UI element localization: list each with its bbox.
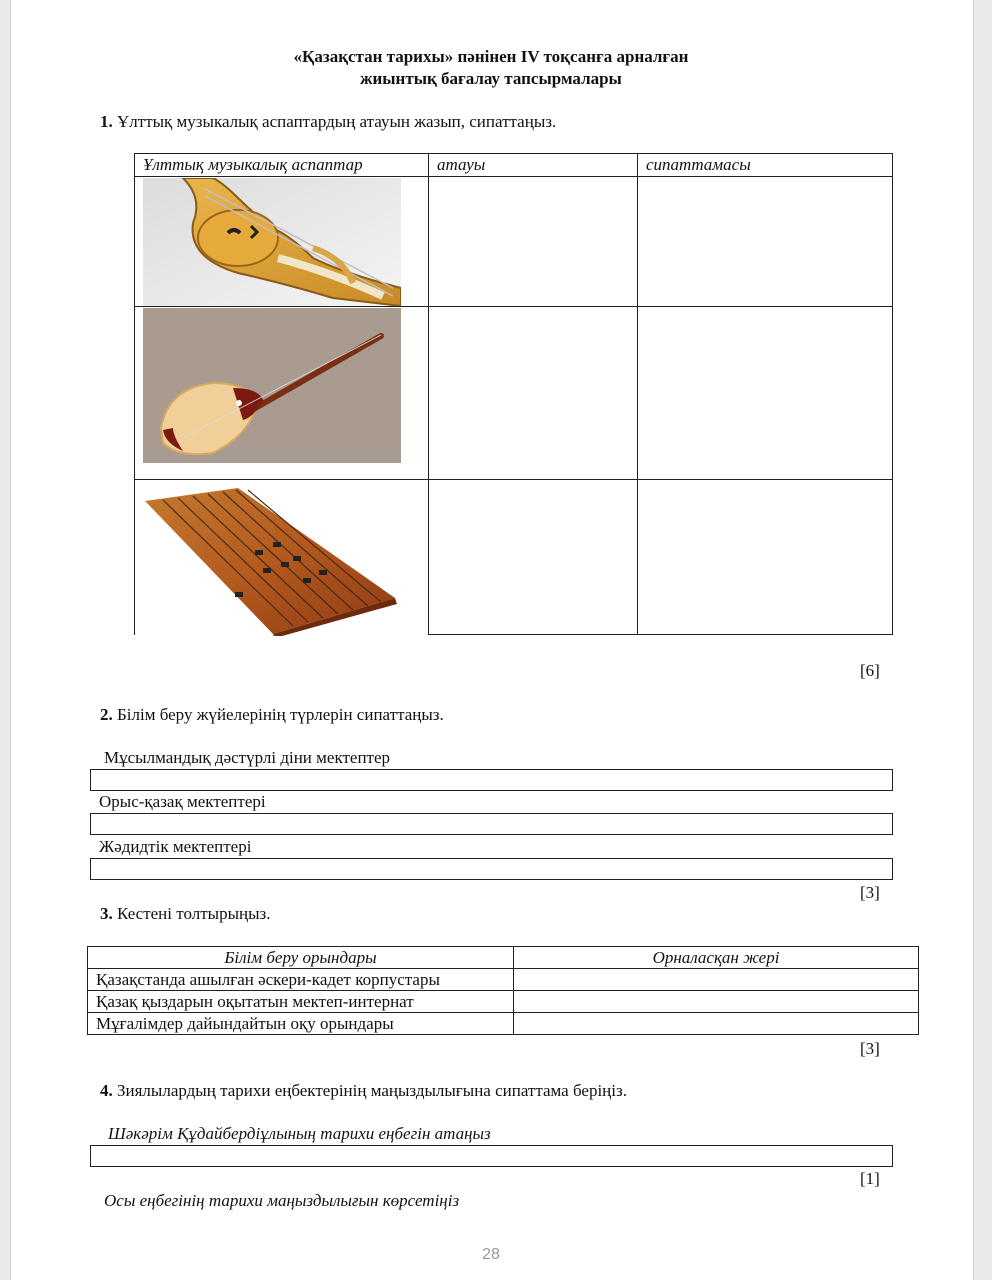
task4-prompt-1: Шәкәрім Құдайбердіұлының тарихи еңбегін атаңыз [108,1124,491,1143]
place-cell: Қазақстанда ашылған әскери-кадет корпустары [88,969,514,991]
task2-item-3-label: Жәдидтік мектептері [99,837,252,856]
task4-text: Зиялылардың тарихи еңбектерінің маңыздылығына сипаттама беріңіз. [112,1081,627,1100]
task3-text: Кестені толтырыңыз. [112,904,271,923]
dombra-cell [135,307,429,480]
task2-score: [3] [860,883,880,902]
task2-item-3-answer[interactable] [90,858,893,880]
description-col-header: сипаттамасы [638,154,893,177]
task1-heading [100,112,556,132]
task1-score: [6] [860,661,880,680]
table-row [88,991,919,1013]
zhetigen-image [143,486,408,636]
page-number: 28 [482,1246,500,1263]
instruments-table [134,153,893,635]
task4-score: [1] [860,1169,880,1188]
task1-number: 1. [100,112,113,131]
zhetigen-cell [135,480,429,635]
location-answer-cell[interactable] [514,1013,919,1035]
task2-item-1-answer[interactable] [90,769,893,791]
dombra-image [143,308,401,463]
task4-heading [100,1081,627,1101]
task2-text: Білім беру жүйелерінің түрлерін сипаттаңыз. [112,705,444,724]
location-col-header: Орналасқан жері [514,947,919,969]
education-places-table [87,946,919,1035]
name-col-header: атауы [429,154,638,177]
task1-text: Ұлттық музыкалық аспаптардың атауын жазып, сипаттаңыз. [112,112,557,131]
location-answer-cell[interactable] [514,969,919,991]
task2-heading [100,705,444,725]
kobyz-name-cell[interactable] [429,177,638,307]
task3-score: [3] [860,1039,880,1058]
task2-item-1-label: Мұсылмандық дәстүрлі діни мектептер [104,748,391,767]
dombra-name-cell[interactable] [429,307,638,480]
places-col-header: Білім беру орындары [88,947,514,969]
table-row [88,1013,919,1035]
task2-item-2-answer[interactable] [90,813,893,835]
task4-number: 4. [100,1081,113,1100]
task3-heading [100,904,270,924]
instruments-col-header: Ұлттық музыкалық аспаптар [135,154,429,177]
kobyz-cell [135,177,429,307]
zhetigen-description-cell[interactable] [638,480,893,635]
kobyz-description-cell[interactable] [638,177,893,307]
table-row [88,969,919,991]
task2-number: 2. [100,705,113,724]
location-answer-cell[interactable] [514,991,919,1013]
task4-prompt-2: Осы еңбегінің тарихи маңыздылығын көрсетіңіз [104,1191,460,1210]
task2-item-2-label: Орыс-қазақ мектептері [99,792,266,811]
dombra-description-cell[interactable] [638,307,893,480]
task3-number: 3. [100,904,113,923]
kobyz-image [143,178,401,306]
task4-prompt-1-answer[interactable] [90,1145,893,1167]
document-title-line1: «Қазақстан тарихы» пәнінен IV тоқсанға арналған [293,47,689,66]
place-cell: Қазақ қыздарын оқытатын мектеп-интернат [88,991,514,1013]
document-title-line2: жиынтық бағалау тапсырмалары [360,69,622,88]
place-cell: Мұғалімдер дайындайтын оқу орындары [88,1013,514,1035]
zhetigen-name-cell[interactable] [429,480,638,635]
